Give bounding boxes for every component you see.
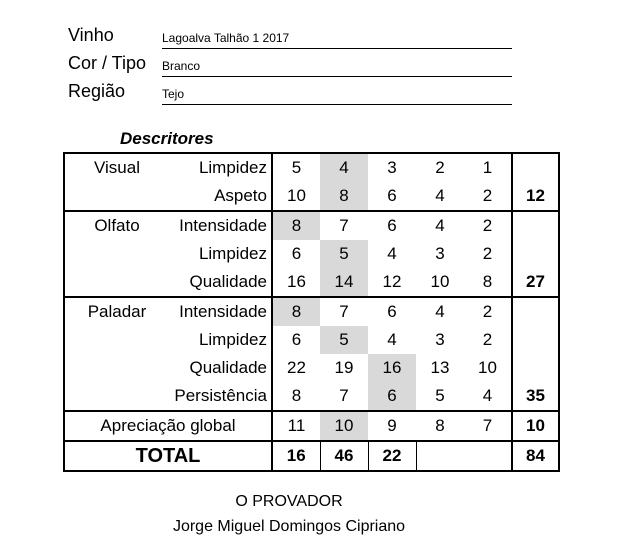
score-cell: 7 <box>320 382 368 411</box>
score-cell: 2 <box>464 326 512 354</box>
wine-value: Lagoalva Talhão 1 2017 <box>162 28 512 49</box>
criterion-label: Intensidade <box>169 211 272 240</box>
score-cell: 2 <box>464 211 512 240</box>
score-cell: 4 <box>464 382 512 411</box>
score-cell: 9 <box>368 411 416 441</box>
group-label-olfato: Olfato <box>64 211 169 297</box>
score-cell: 10 <box>320 411 368 441</box>
group-total-empty <box>512 354 559 382</box>
group-total-empty <box>512 240 559 268</box>
score-cell: 10 <box>464 354 512 382</box>
score-cell: 2 <box>464 182 512 211</box>
score-cell: 5 <box>416 382 464 411</box>
score-table <box>63 152 560 472</box>
criterion-label: Qualidade <box>169 268 272 297</box>
group-label-paladar: Paladar <box>64 297 169 411</box>
score-cell: 2 <box>416 153 464 182</box>
column-total: 16 <box>272 441 320 471</box>
score-cell: 16 <box>368 354 416 382</box>
score-cell: 2 <box>464 240 512 268</box>
column-total: 46 <box>320 441 368 471</box>
criterion-label: Qualidade <box>189 358 267 377</box>
group-total-empty <box>512 326 559 354</box>
score-cell: 6 <box>368 382 416 411</box>
wine-label: Vinho <box>68 25 114 45</box>
score-cell: 11 <box>272 411 320 441</box>
score-cell: 6 <box>368 297 416 326</box>
total-row <box>64 441 559 471</box>
score-cell: 4 <box>387 244 397 263</box>
score-cell: 8 <box>320 182 368 211</box>
score-cell: 4 <box>320 153 368 182</box>
score-cell: 7 <box>320 297 368 326</box>
score-cell: 12 <box>368 268 416 297</box>
criterion-label: Limpidez <box>198 244 267 263</box>
score-cell: 10 <box>416 268 464 297</box>
section-title: Descritores <box>120 129 214 148</box>
group-total: 12 <box>512 182 559 211</box>
score-cell: 6 <box>272 326 320 354</box>
global-row <box>64 411 559 441</box>
score-cell: 3 <box>435 330 445 349</box>
score-cell: 10 <box>272 182 320 211</box>
criterion-label: Limpidez <box>198 330 267 349</box>
color-type-value: Branco <box>162 56 512 77</box>
region-value: Tejo <box>162 84 512 105</box>
group-total-empty <box>512 211 559 240</box>
score-cell: 13 <box>430 358 450 377</box>
score-cell: 19 <box>334 358 354 377</box>
criterion-label: Limpidez <box>169 153 272 182</box>
score-cell: 8 <box>416 411 464 441</box>
region-label: Região <box>68 81 126 101</box>
score-cell: 7 <box>320 211 368 240</box>
score-cell: 5 <box>272 153 320 182</box>
score-cell: 8 <box>272 211 320 240</box>
column-total: 22 <box>368 441 416 471</box>
group-label-visual: Visual <box>64 153 169 211</box>
grand-total: 84 <box>512 441 559 471</box>
criterion-label: Aspeto <box>169 182 272 211</box>
score-cell: 4 <box>416 297 464 326</box>
score-cell: 5 <box>320 240 368 268</box>
column-total <box>464 441 512 471</box>
score-row <box>64 153 559 182</box>
group-total: 27 <box>512 268 559 297</box>
score-cell: 3 <box>435 244 445 263</box>
global-total: 10 <box>512 411 559 441</box>
score-cell: 5 <box>320 326 368 354</box>
score-row <box>64 297 559 326</box>
score-cell: 14 <box>320 268 368 297</box>
score-cell: 4 <box>387 330 397 349</box>
group-total-empty <box>512 297 559 326</box>
score-cell: 6 <box>368 182 416 211</box>
score-cell: 8 <box>272 382 320 411</box>
score-cell: 4 <box>416 182 464 211</box>
criterion-label: Intensidade <box>169 297 272 326</box>
global-label: Apreciação global <box>64 411 272 441</box>
group-total: 35 <box>512 382 559 411</box>
color-type-label: Cor / Tipo <box>68 53 147 73</box>
score-cell: 2 <box>464 297 512 326</box>
score-cell: 4 <box>416 211 464 240</box>
score-cell: 6 <box>368 211 416 240</box>
total-label: TOTAL <box>64 441 272 471</box>
score-cell: 7 <box>464 411 512 441</box>
group-total-empty <box>512 153 559 182</box>
score-row <box>64 211 559 240</box>
score-cell: 8 <box>272 297 320 326</box>
score-cell: 1 <box>464 153 512 182</box>
taster-title: O PROVADOR <box>235 493 343 510</box>
taster-name: Jorge Miguel Domingos Cipriano <box>172 518 406 535</box>
score-cell: 16 <box>272 268 320 297</box>
column-total <box>416 441 464 471</box>
score-cell: 8 <box>464 268 512 297</box>
score-cell: 3 <box>368 153 416 182</box>
score-cell: 22 <box>272 354 320 382</box>
score-cell: 6 <box>272 240 320 268</box>
criterion-label: Persistência <box>169 382 272 411</box>
